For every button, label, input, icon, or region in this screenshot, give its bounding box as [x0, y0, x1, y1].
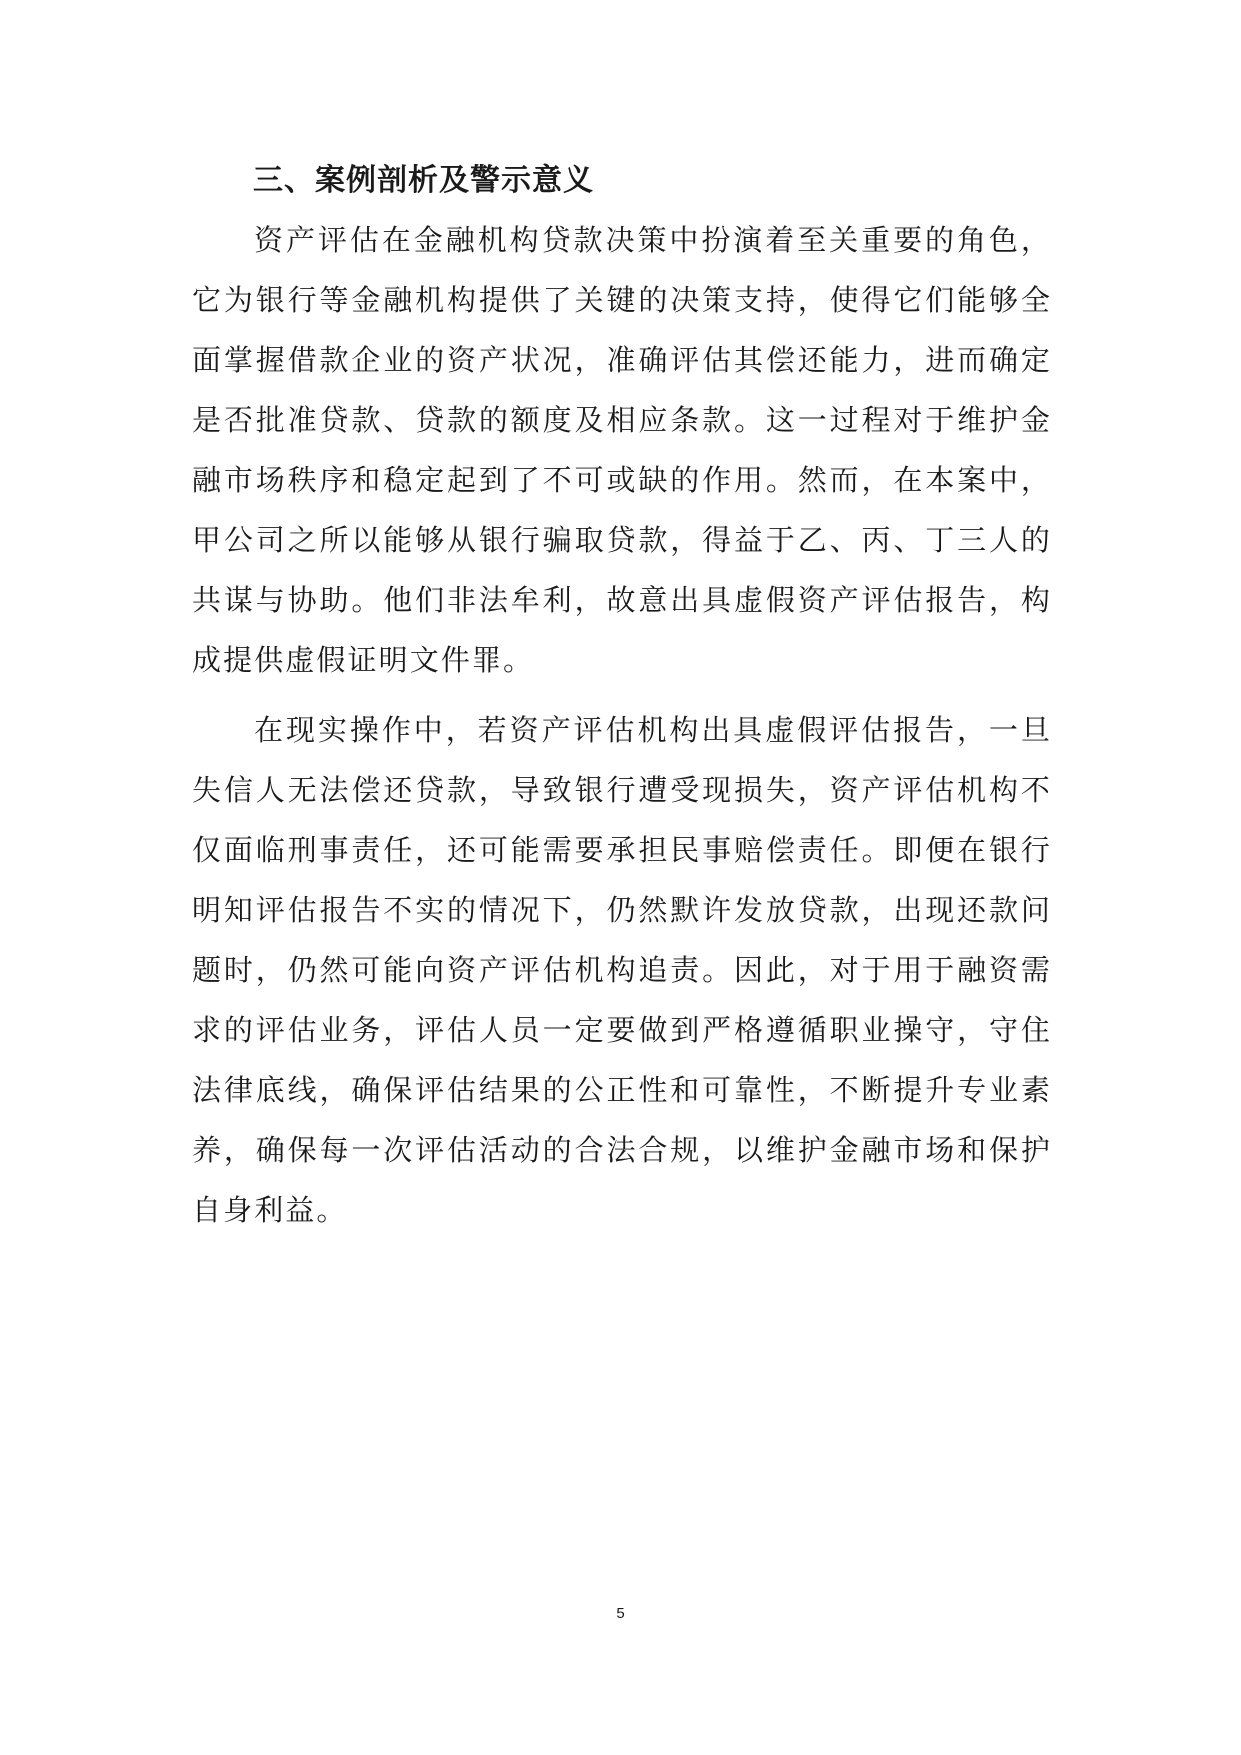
document-body: [192, 160, 1052, 1240]
paragraph-1: 资产评估在金融机构贷款决策中扮演着至关重要的角色，它为银行等金融机构提供了关键的决策支持，使得它们能够全面掌握借款企业的资产状况，准确评估其偿还能力，进而确定是否批准贷款、贷款的额度及相应条款。这一过程对于维护金融市场秩序和稳定起到了不可或缺的作用。然而，在本案中，甲公司之所以能够从银行骗取贷款，得益于乙、丙、丁三人的共谋与协助。他们非法牟利，故意出具虚假资产评估报告，构成提供虚假证明文件罪。: [192, 223, 1052, 677]
page-number: 5: [616, 1605, 625, 1622]
paragraph-2: 在现实操作中，若资产评估机构出具虚假评估报告，一旦失信人无法偿还贷款，导致银行遭受现损失，资产评估机构不仅面临刑事责任，还可能需要承担民事赔偿责任。即便在银行明知评估报告不实的情况下，仍然默许发放贷款，出现还款问题时，仍然可能向资产评估机构追责。因此，对于用于融资需求的评估业务，评估人员一定要做到严格遵循职业操守，守住法律底线，确保评估结果的公正性和可靠性，不断提升专业素养，确保每一次评估活动的合法合规，以维护金融市场和保护自身利益。: [192, 713, 1052, 1227]
section-heading: 三、案例剖析及警示意义: [253, 163, 594, 198]
